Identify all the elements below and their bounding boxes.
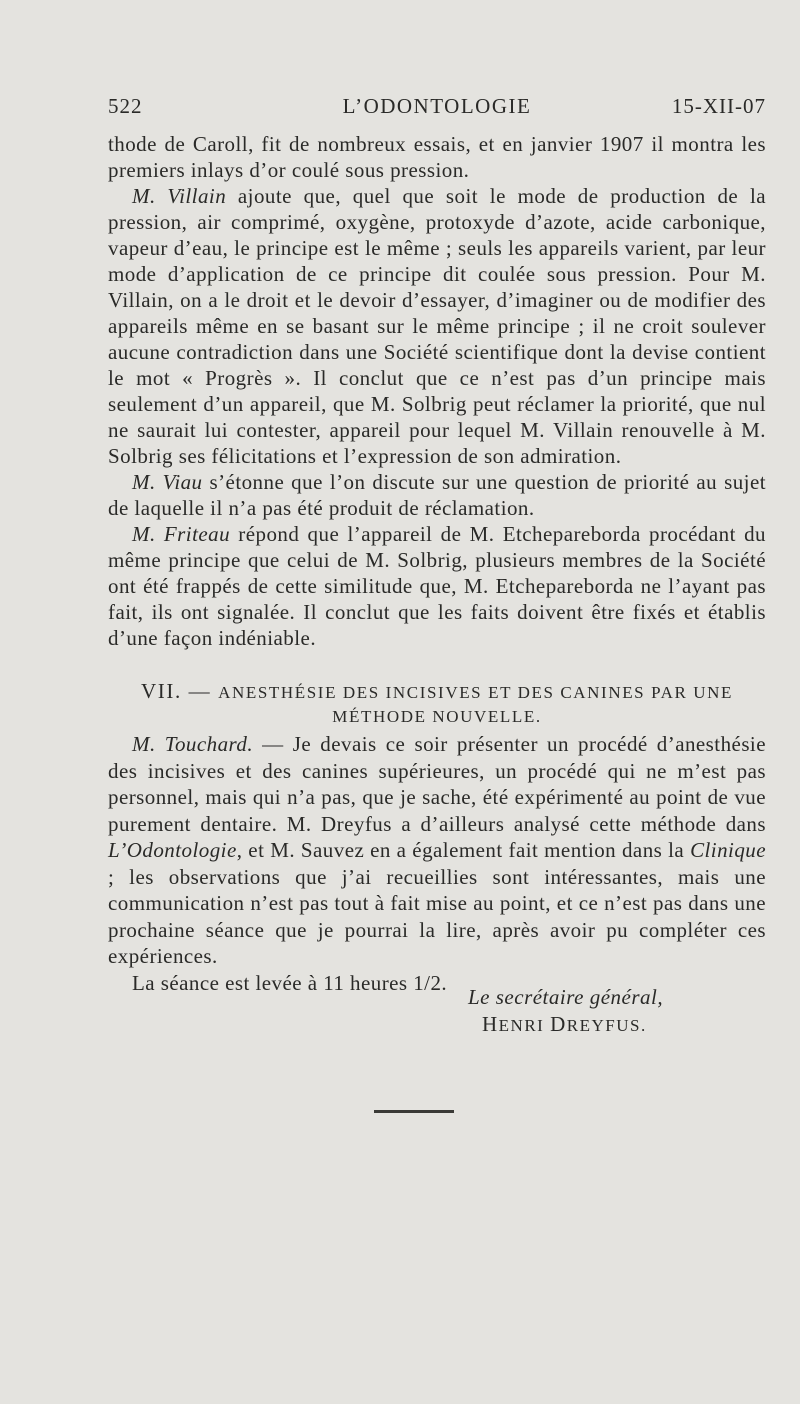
speaker-name: M. Friteau bbox=[132, 522, 231, 546]
paragraph-text: ; les observations que j’ai recueillies sont intéressantes, mais une communication n’est pas tout à fait mise au point, et ce n’est pas dans une prochaine séance que je pourrai la lire, après avoir pu compléter ces expériences. bbox=[108, 864, 766, 968]
end-rule bbox=[374, 1110, 454, 1113]
paragraph-text: ajoute que, quel que soit le mode de production de la pression, air comprimé, oxygène, protoxyde d’azote, acide carbonique, vapeur d’eau, le principe est le même ; seuls les appareils varient, par leur mode d’application de ce principe dit coulée sous pression. Pour M. Villain, on a le droit et le devoir d’essayer, d’imaginer ou de modifier des appareils même en se basant sur le même principe ; il ne croit soulever aucune contradiction dans une Société scientifique dont la devise contient le mot « Progrès ». Il conclut que ce n’est pas d’un principe mais seulement d’un appareil, que M. Solbrig peut réclamer la priorité, que nul ne saurait lui contester, appareil pour lequel M. Villain renouvelle à M. Solbrig ses félicitations et l’expression de son admiration. bbox=[108, 184, 766, 468]
signature-role: Le secrétaire général, bbox=[468, 985, 664, 1009]
paragraph-friteau bbox=[108, 521, 766, 651]
issue-date: 15-XII-07 bbox=[671, 94, 766, 118]
section-heading bbox=[108, 679, 766, 729]
signature-name: HENRI DREYFUS. bbox=[482, 1012, 647, 1036]
paragraph-closing: La séance est levée à 11 heures 1/2. bbox=[132, 970, 448, 995]
speaker-name: M. Viau bbox=[132, 470, 203, 494]
paragraph-text: — Je devais ce soir présenter un procédé d’anesthésie des incisives et des canines supérieures, un procédé qui ne m’est pas personnel, mais qui n’a pas, que je sache, été expérimenté au point de vue purement dentaire. M. Dreyfus a d’ailleurs analysé cette méthode dans bbox=[108, 732, 766, 836]
paragraph-continuation: thode de Caroll, fit de nombreux essais, et en janvier 1907 il montra les premiers inlays d’or coulé sous pression. bbox=[108, 132, 766, 182]
paragraph-text: répond que l’appareil de M. Etchepareborda procédant du même principe que celui de M. Solbrig, plusieurs membres de la Société ont été frappés de cette similitude que, M. Etchepareborda ne l’ayant pas fait, ils ont signalée. Il conclut que les faits doivent être fixés et établis d’une façon indéniable. bbox=[108, 522, 767, 650]
body-text-lower bbox=[108, 731, 766, 996]
paragraph-viau bbox=[108, 469, 766, 521]
section-title-part-2: MÉTHODE NOUVELLE. bbox=[332, 707, 542, 726]
paragraph-text: , et M. Sauvez en a également fait mention dans la bbox=[236, 838, 691, 862]
running-head bbox=[108, 94, 766, 124]
paragraph-text: s’étonne que l’on discute sur une question de priorité au sujet de laquelle il n’a pas été produit de réclamation. bbox=[108, 470, 766, 520]
section-title-part-1: ANESTHÉSIE DES INCISIVES ET DES CANINES PAR UNE bbox=[218, 683, 733, 702]
section-heading-line-1 bbox=[108, 679, 766, 705]
section-numeral: VII. — bbox=[141, 679, 219, 703]
journal-citation: Clinique bbox=[690, 838, 766, 862]
paragraph-villain bbox=[108, 183, 766, 469]
body-text-upper bbox=[108, 131, 766, 651]
speaker-name: M. Villain bbox=[132, 184, 227, 208]
journal-citation: L’Odontologie bbox=[108, 838, 237, 862]
page-number: 522 bbox=[108, 94, 143, 118]
speaker-name: M. Touchard. bbox=[132, 732, 254, 756]
paragraph-touchard bbox=[108, 731, 766, 970]
journal-title: L’ODONTOLOGIE bbox=[342, 94, 532, 118]
